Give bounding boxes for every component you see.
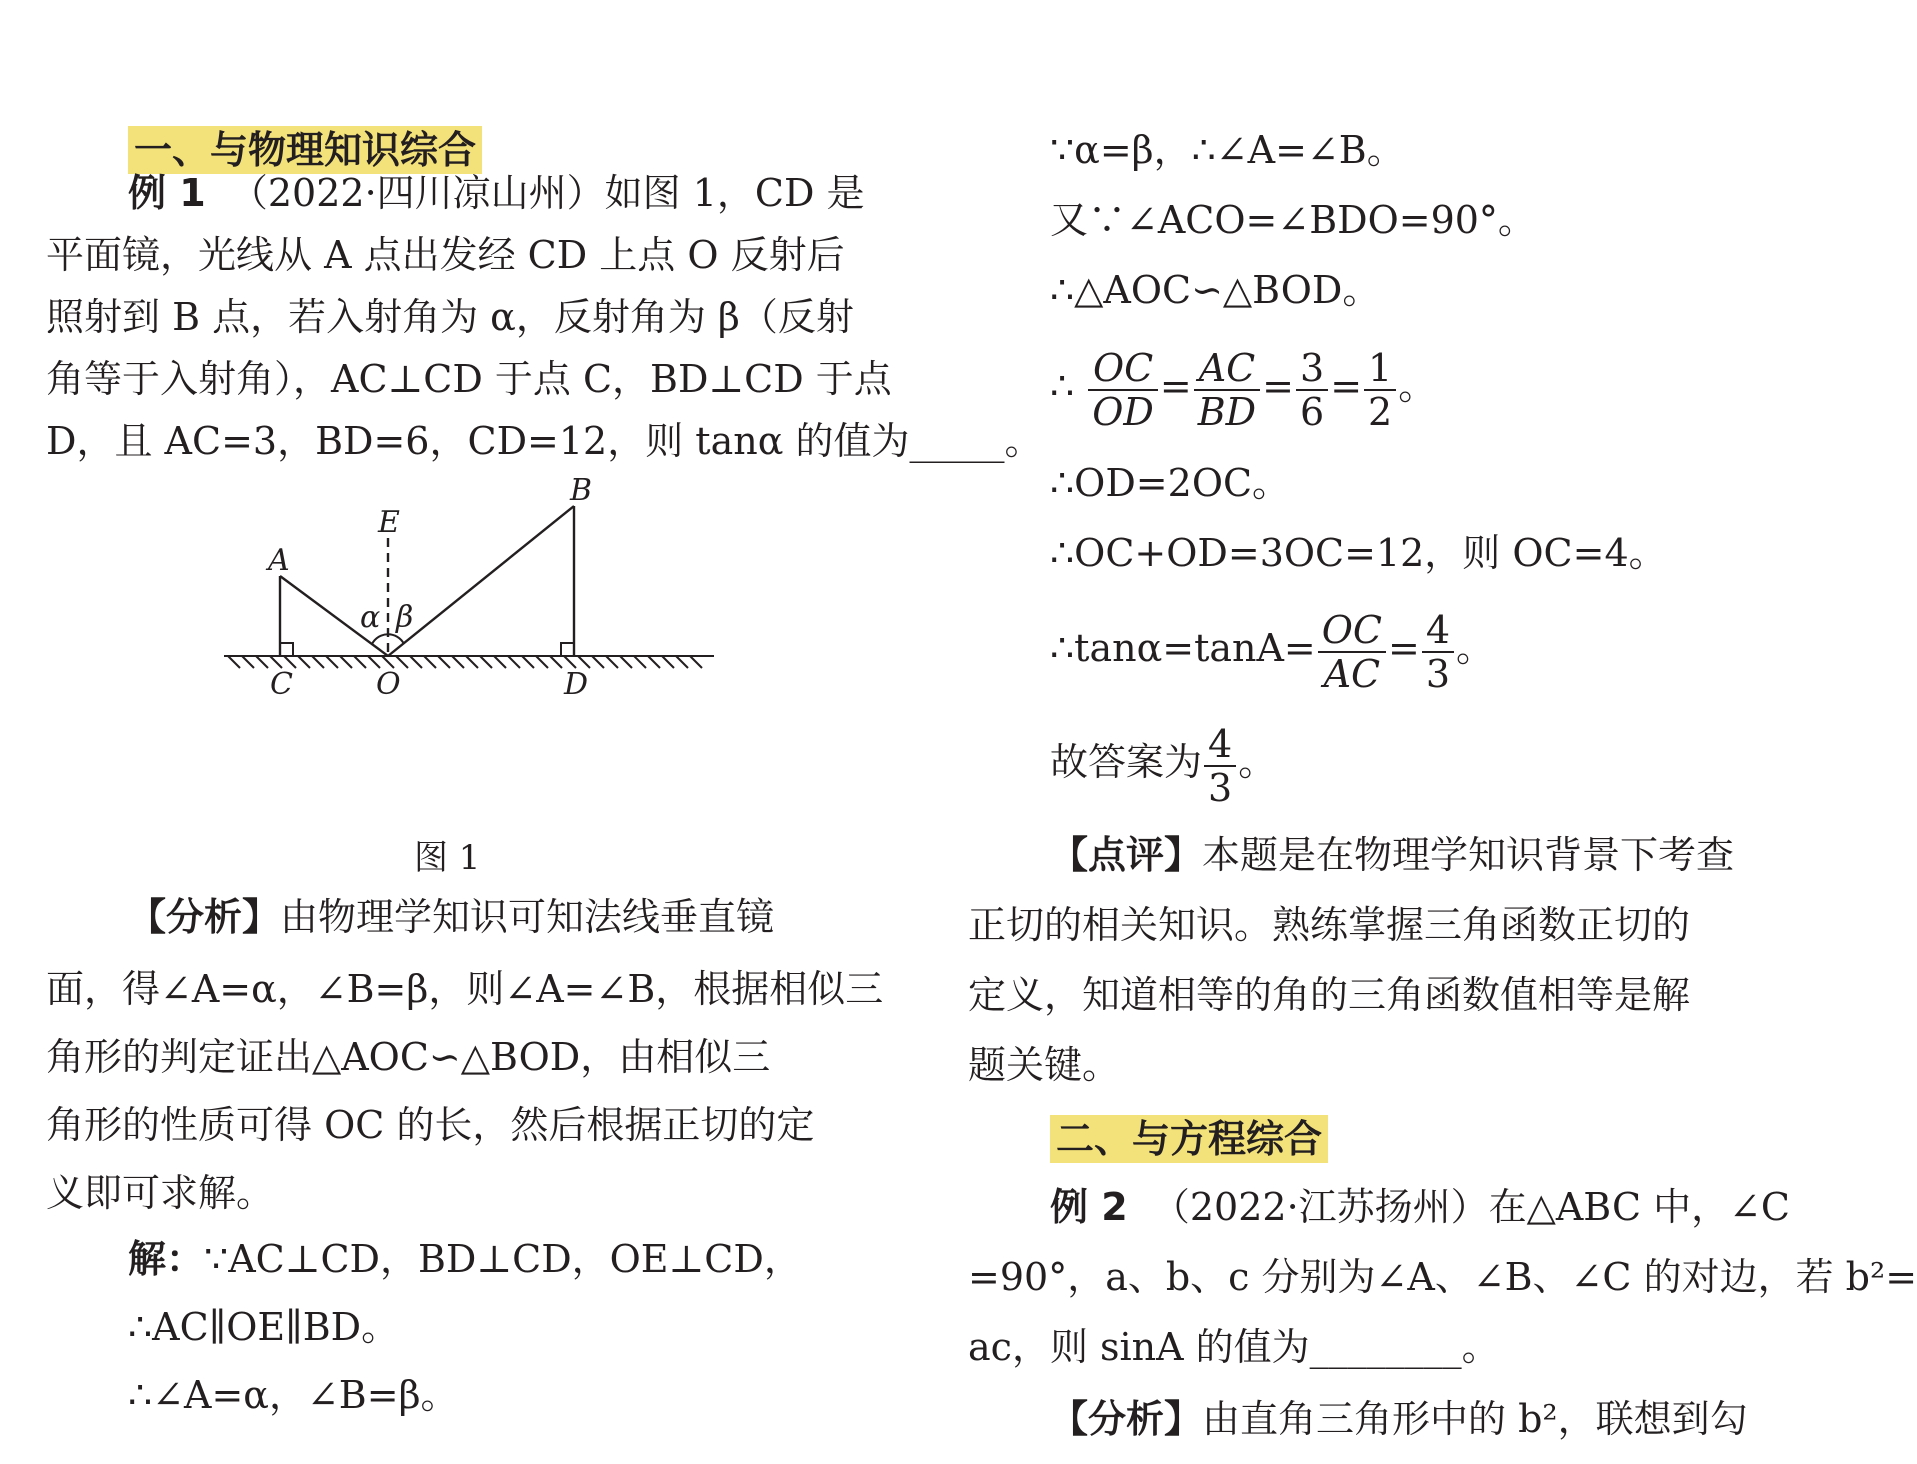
fraction-1-2-num: 1: [1364, 347, 1396, 391]
solution1-text-1: ∵AC⊥CD，BD⊥CD，OE⊥CD，: [204, 1237, 802, 1281]
analysis1-label: 【分析】: [128, 895, 281, 939]
analysis1-line-4: 角形的性质可得 OC 的长，然后根据正切的定: [46, 1103, 815, 1147]
label-b: B: [570, 473, 593, 508]
fraction-3-6: [1296, 347, 1328, 433]
analysis2-text: 由直角三角形中的 b²，联想到勾: [1202, 1397, 1748, 1441]
step-7-tan: ∴tanα=tanA= $\frac{OC}{AC}$ = $\frac{4}{3}$ 。: [1050, 607, 1495, 696]
step-7-end: 。: [1456, 626, 1495, 670]
answer-prefix: 故答案为: [1050, 740, 1203, 784]
comment1-line-2: 正切的相关知识。熟练掌握三角函数正切的: [968, 903, 1691, 947]
analysis1-line-5: 义即可求解。: [46, 1171, 275, 1215]
example2-line-3: ac，则 sinA 的值为________。: [968, 1325, 1500, 1369]
step-4-ratio: ∴ $\frac{OC}{OD}$ = $\frac{AC}{BD}$ = $\frac{3}{6}$ = $\frac{1}{2}$ 。: [1050, 345, 1437, 434]
label-beta: β: [396, 600, 414, 635]
label-d: D: [564, 667, 589, 702]
step-7-prefix: ∴tanα=tanA=: [1050, 626, 1316, 670]
analysis1-line-2: 面，得∠A=α，∠B=β，则∠A=∠B，根据相似三: [46, 967, 884, 1011]
comment1-line-4: 题关键。: [968, 1043, 1121, 1087]
example2-line-2: =90°，a、b、c 分别为∠A、∠B、∠C 的对边，若 b²=: [968, 1255, 1917, 1299]
fraction-4-3: [1422, 609, 1454, 695]
step-2: 又∵∠ACO=∠BDO=90°。: [1050, 198, 1536, 242]
fraction-1-2: [1364, 347, 1396, 433]
example1-line-5: D，且 AC=3，BD=6，CD=12，则 tanα 的值为_____。: [46, 419, 1043, 463]
right-angle-d: [561, 643, 574, 656]
step-3: ∴△AOC∽△BOD。: [1050, 268, 1381, 312]
step-5: ∴OD=2OC。: [1050, 461, 1291, 505]
analysis1-line-1: [128, 882, 851, 952]
comment1-label: 【点评】: [1050, 833, 1203, 877]
fraction-oc-od: [1088, 347, 1158, 433]
label-e: E: [378, 505, 400, 540]
label-c: C: [270, 667, 293, 702]
example2-text-1: （2022·江苏扬州）在△ABC 中，∠C: [1151, 1185, 1791, 1229]
example1-line-1: [128, 158, 865, 228]
solution1-line-1: [128, 1224, 851, 1294]
right-angle-c: [280, 643, 293, 656]
fraction-ac-bd-den: BD: [1197, 389, 1257, 434]
fraction-oc-od-den: OD: [1092, 389, 1154, 434]
fraction-4-3-den: 3: [1425, 651, 1451, 696]
label-a: A: [268, 543, 290, 578]
analysis1-line-3: 角形的判定证出△AOC∽△BOD，由相似三: [46, 1035, 771, 1079]
fraction-oc-ac-num: OC: [1318, 609, 1386, 653]
fraction-3-6-den: 6: [1300, 389, 1325, 434]
step-1: ∵α=β，∴∠A=∠B。: [1050, 128, 1405, 172]
analysis2-label: 【分析】: [1050, 1397, 1203, 1441]
step-4-end: 。: [1398, 364, 1437, 408]
example1-line-2: 平面镜，光线从 A 点出发经 CD 上点 O 反射后: [46, 233, 845, 277]
fraction-1-2-den: 2: [1368, 389, 1393, 434]
fraction-ac-bd-num: AC: [1194, 347, 1260, 391]
answer-fraction-num: 4: [1204, 723, 1236, 767]
comment1-line-3: 定义，知道相等的角的三角函数值相等是解: [968, 973, 1691, 1017]
label-alpha: α: [360, 600, 381, 635]
section1-title: 一、与物理知识综合: [128, 126, 482, 174]
fraction-4-3-num: 4: [1422, 609, 1454, 653]
step-6: ∴OC+OD=3OC=12，则 OC=4。: [1050, 531, 1667, 575]
analysis2-line-1: [1050, 1384, 1768, 1454]
solution1-line-2: ∴AC∥OE∥BD。: [128, 1305, 400, 1349]
comment1-text-1: 本题是在物理学知识背景下考查: [1202, 833, 1735, 877]
label-o: O: [376, 667, 401, 702]
answer-line: [1050, 702, 1768, 822]
example1-line-4: 角等于入射角），AC⊥CD 于点 C，BD⊥CD 于点: [46, 357, 892, 401]
solution1-line-3: ∴∠A=α，∠B=β。: [128, 1373, 459, 1417]
section2-title: 二、与方程综合: [1050, 1115, 1328, 1163]
example1-label: 例 1: [128, 171, 206, 215]
mirror-hatching: [224, 656, 714, 668]
example1-line-3: 照射到 B 点，若入射角为 α，反射角为 β（反射: [46, 295, 854, 339]
answer-fraction: [1204, 723, 1236, 809]
step-4-prefix: ∴: [1050, 364, 1075, 408]
example2-label: 例 2: [1050, 1185, 1128, 1229]
segment-ob: [388, 506, 574, 656]
figure1-diagram: [216, 473, 736, 720]
answer-end: 。: [1238, 740, 1277, 784]
comment1-line-1: [1050, 820, 1768, 890]
fraction-oc-ac-den: AC: [1323, 651, 1381, 696]
analysis1-text-1: 由物理学知识可知法线垂直镜: [280, 895, 775, 939]
fraction-oc-od-num: OC: [1088, 347, 1158, 391]
answer-fraction-den: 3: [1208, 765, 1233, 810]
example1-text-1: （2022·四川凉山州）如图 1，CD 是: [229, 171, 865, 215]
fraction-oc-ac: [1318, 609, 1386, 695]
figure1-caption: 图 1: [414, 838, 481, 878]
solution1-label: 解：: [128, 1237, 205, 1281]
fraction-ac-bd: [1194, 347, 1260, 433]
example2-line-1: [1050, 1172, 1791, 1242]
section2-heading: [1050, 1104, 1768, 1174]
fraction-3-6-num: 3: [1296, 347, 1328, 391]
